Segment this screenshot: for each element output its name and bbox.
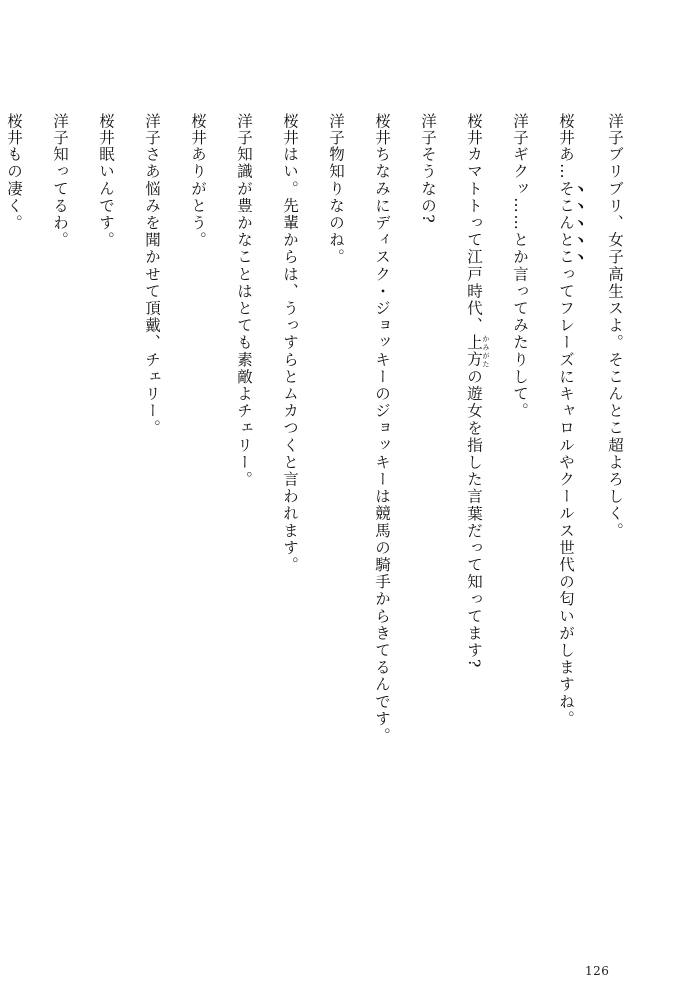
speaker-name: 桜井 [281, 113, 299, 146]
speaker-name: 洋子 [235, 113, 253, 146]
dialogue-line [31, 113, 77, 873]
dialogue-line [491, 113, 537, 873]
dialogue-text [557, 146, 575, 727]
dialogue-line [169, 113, 215, 873]
dialogue-text: 物知りなのね。 [327, 146, 345, 266]
dialogue-text [465, 146, 490, 669]
speaker-name: 洋子 [511, 113, 529, 146]
dialogue-line [586, 113, 632, 873]
dialogue-line [215, 113, 261, 873]
dialogue-line [307, 113, 353, 873]
ruby-reading: かみがた [482, 334, 490, 369]
ruby-word [465, 334, 490, 369]
dialogue-line [123, 113, 169, 873]
dialogue-text: 眠いんです。 [97, 146, 115, 249]
dialogue-text: そうなの? [419, 146, 437, 225]
speaker-name: 洋子 [606, 113, 624, 146]
speaker-name: 桜井 [465, 113, 483, 146]
speaker-name: 桜井 [557, 113, 575, 146]
speaker-name: 桜井 [97, 113, 115, 146]
dialogue-line [77, 113, 123, 873]
dialogue-text-prefix: あ… [557, 146, 575, 181]
dialogue-text: ブリブリ、女子高生スよ。そこんとこ超よろしく。 [606, 146, 624, 540]
dialogue-line [537, 113, 586, 873]
dialogue-line [399, 113, 445, 873]
dialogue-text: 知識が豊かなことはとても素敵よチェリー。 [235, 146, 253, 488]
dialogue-line [353, 113, 399, 873]
speaker-name: 洋子 [419, 113, 437, 146]
dialogue-script [0, 113, 632, 873]
dialogue-text: ギクッ……とか言ってみたりして。 [511, 146, 529, 420]
dialogue-text: さあ悩みを聞かせて頂戴、チェリー。 [143, 146, 161, 437]
speaker-name: 洋子 [327, 113, 345, 146]
dialogue-line [445, 113, 491, 873]
dialogue-text: 知ってるわ。 [51, 146, 69, 249]
speaker-name: 桜井 [5, 113, 23, 146]
dialogue-text: もの凄く。 [5, 146, 23, 232]
speaker-name: 洋子 [143, 113, 161, 146]
dialogue-text: はい。先輩からは、うっすらとムカつくと言われます。 [281, 146, 299, 574]
dialogue-text: ありがとう。 [189, 146, 207, 249]
dialogue-line [0, 113, 31, 873]
page-number: 126 [585, 964, 610, 978]
ruby-base: 上方 [465, 334, 483, 369]
speaker-name: 洋子 [51, 113, 69, 146]
dialogue-text: ちなみにディスク・ジョッキーのジョッキーは競馬の騎手からきてるんです。 [373, 146, 391, 745]
emphasized-phrase: そこんとこ [557, 180, 575, 266]
speaker-name: 桜井 [373, 113, 391, 146]
dialogue-line [261, 113, 307, 873]
dialogue-text-prefix: カマトトって江戸時代、 [465, 146, 483, 335]
dialogue-text-suffix: の遊女を指した言葉だって知ってます? [465, 368, 483, 669]
speaker-name: 桜井 [189, 113, 207, 146]
dialogue-text-suffix: ってフレーズにキャロルやクールス世代の匂いがしますね。 [557, 265, 575, 728]
